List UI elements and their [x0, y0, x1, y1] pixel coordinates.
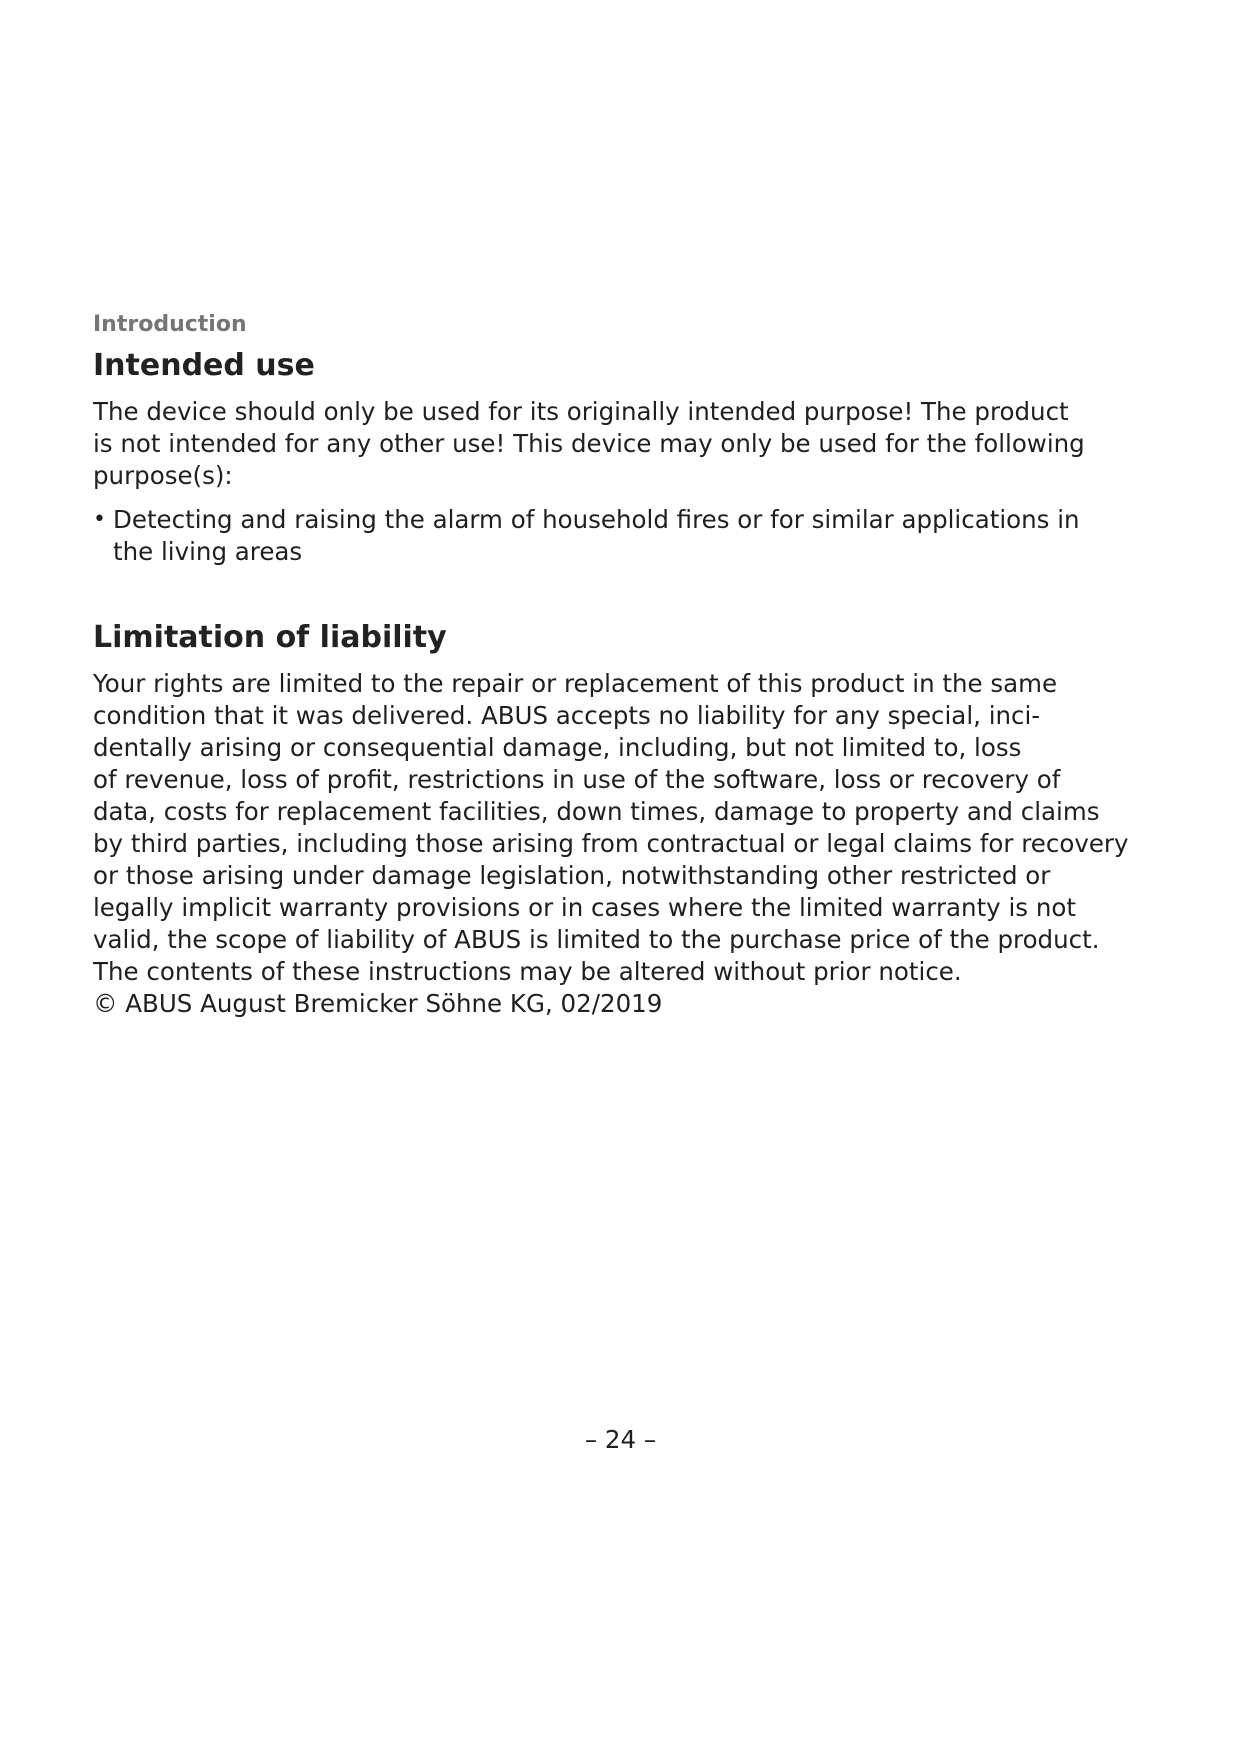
- liability-paragraph: Your rights are limited to the repair or replacement of this product in the same condition that it was delivered. ABUS accepts no liability for any special, inci- dentally arising or consequential damage, including, but not limited to, loss of revenue, loss of profit, restrictions in use of the software, loss or recovery of data, costs for replacement facilities, down times, damage to property and claims by third parties, including those arising from contractual or legal claims for recovery or those arising under damage legislation, notwithstanding other restricted or legally implicit warranty provisions or in cases where the limited warranty is not valid, the scope of liability of ABUS is limited to the purchase price of the product. The contents of these instructions may be altered without prior notice. © ABUS August Bremicker Söhne KG, 02/2019: [93, 669, 1129, 1018]
- bullet-icon: •: [93, 507, 106, 532]
- page-number: – 24 –: [584, 1425, 657, 1454]
- page-content: [93, 310, 1153, 1020]
- intended-use-heading: Intended use: [93, 348, 315, 383]
- list-item: [93, 504, 1153, 568]
- section-label: Introduction: [93, 312, 247, 337]
- list-item-text: Detecting and raising the alarm of household fires or for similar applications in the living areas: [113, 505, 1080, 566]
- intended-use-paragraph: The device should only be used for its originally intended purpose! The product is not intended for any other use! This device may only be used for the following purpose(s):: [93, 397, 1085, 490]
- purpose-list: [93, 504, 1153, 568]
- liability-heading: Limitation of liability: [93, 620, 447, 655]
